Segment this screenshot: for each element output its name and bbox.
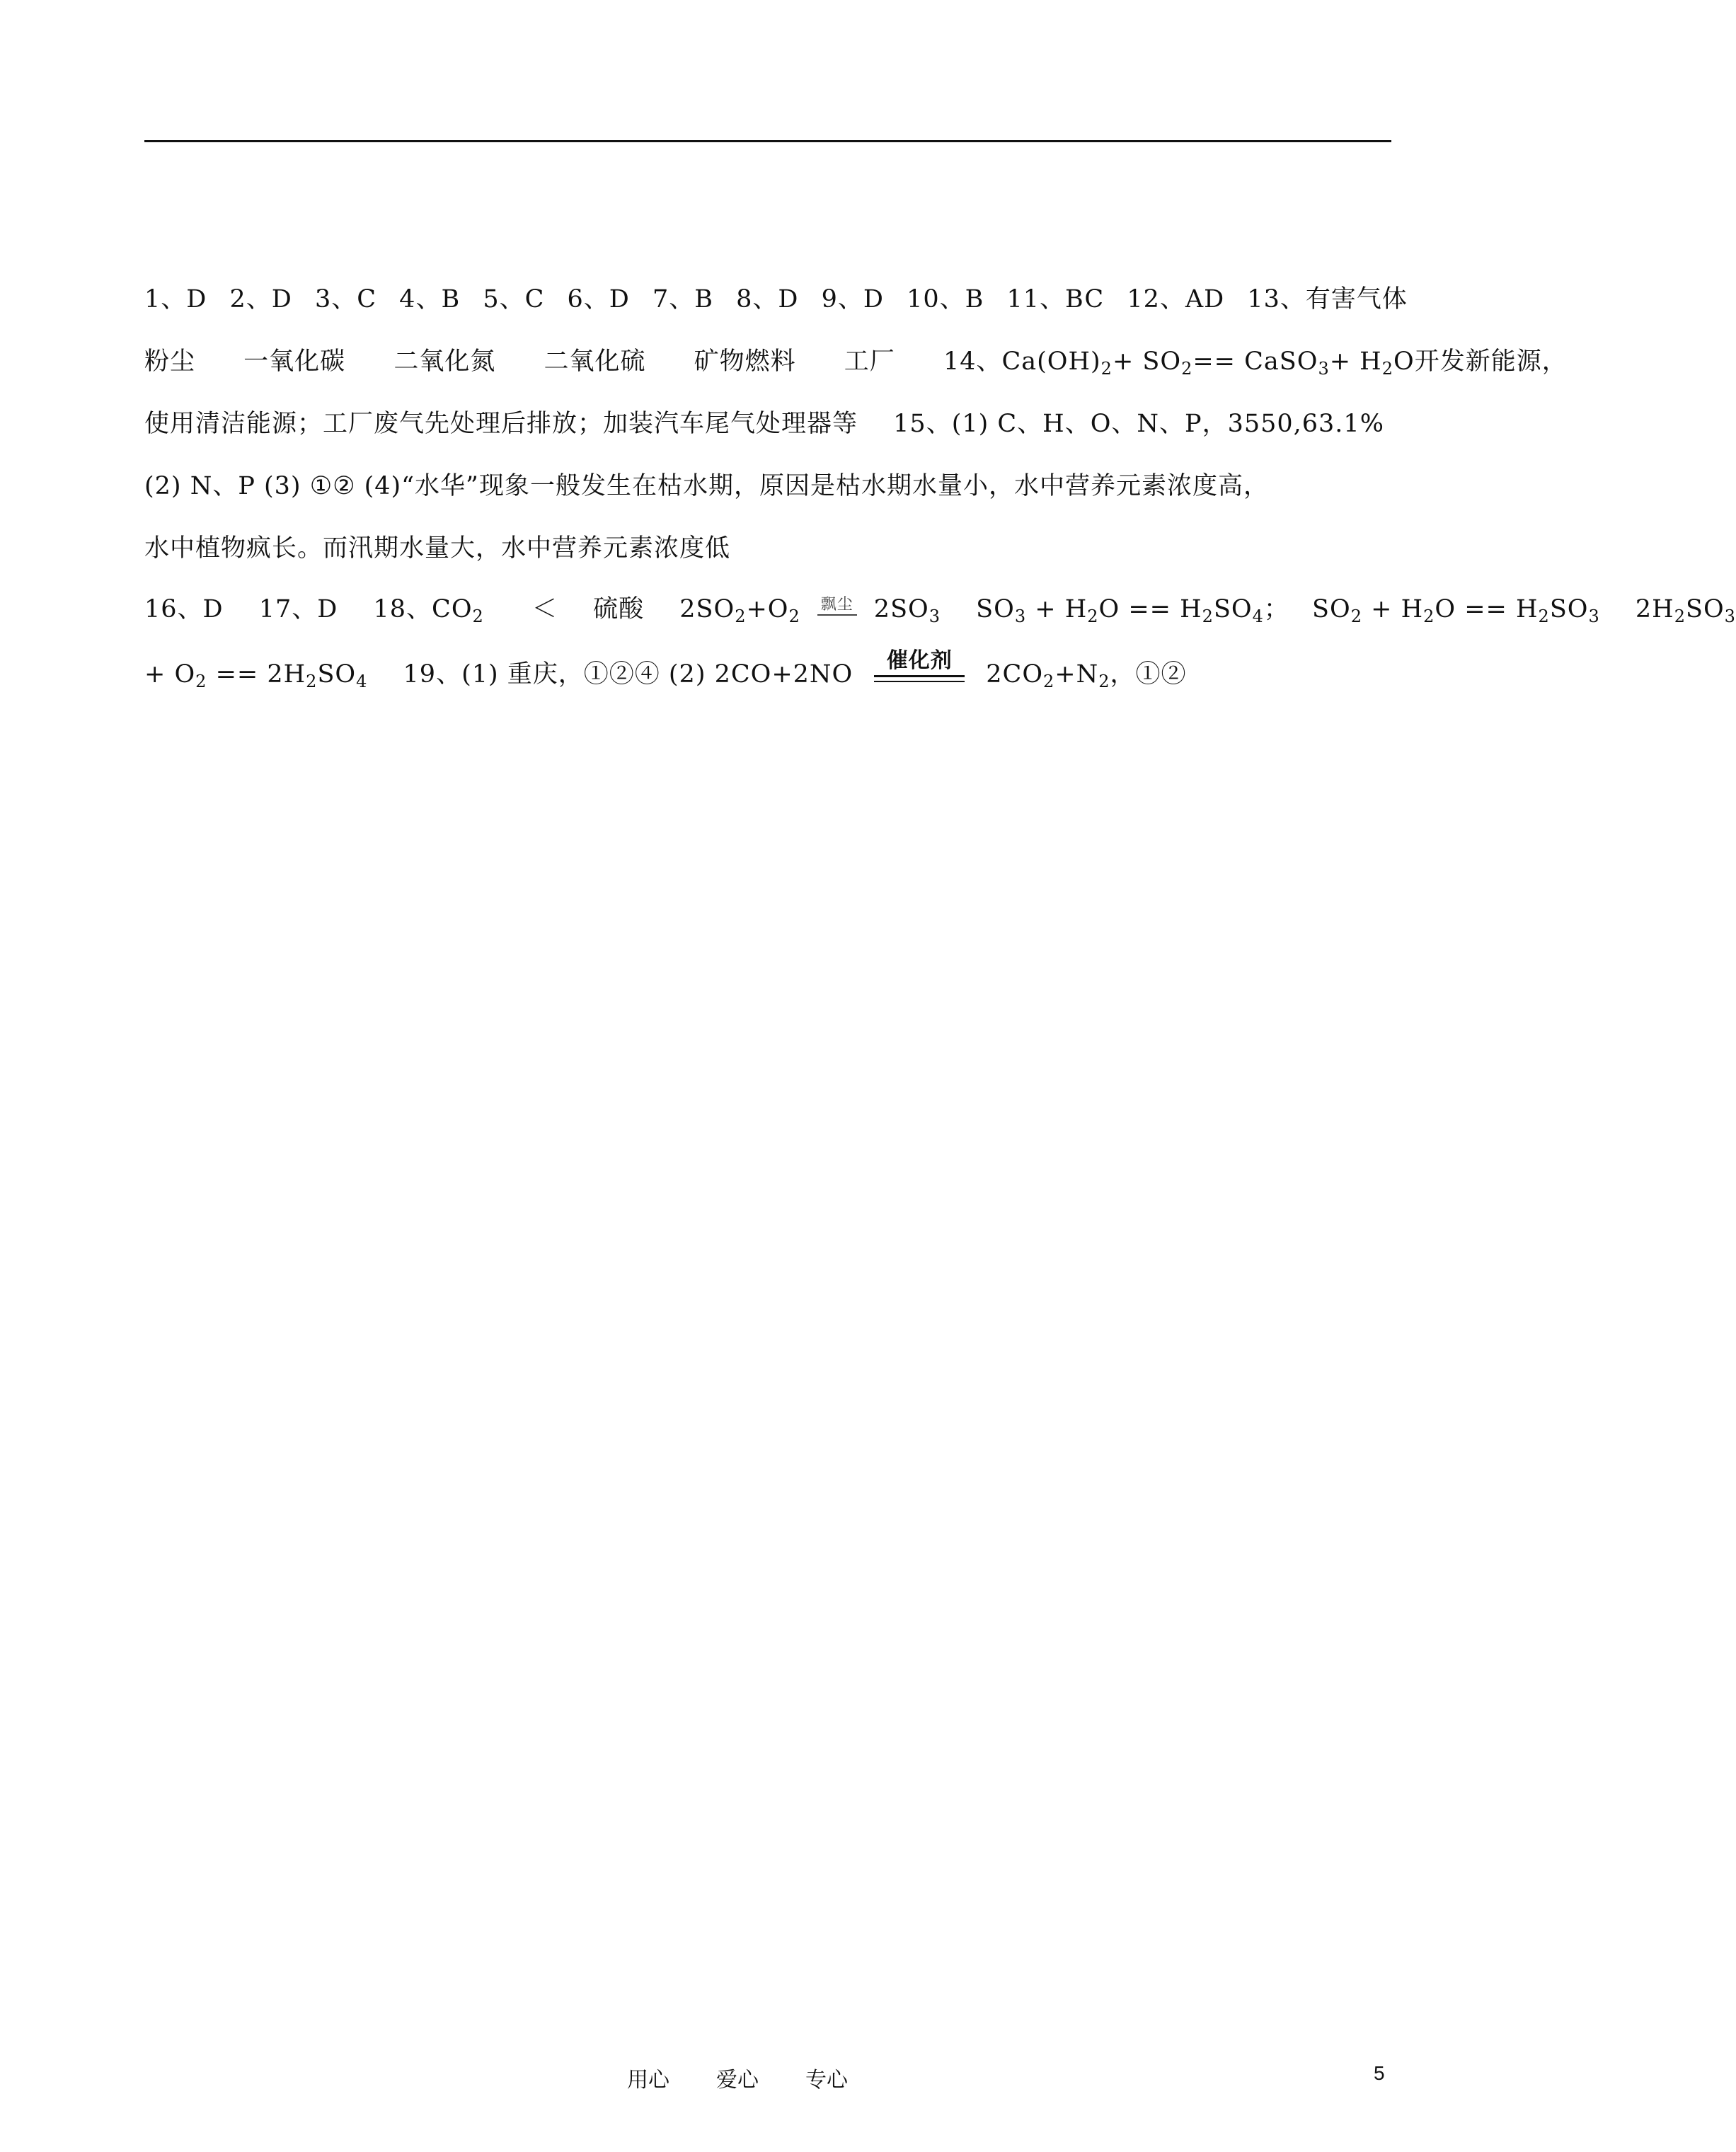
- answer-q14-measures-start: 开发新能源，: [1414, 347, 1568, 376]
- answer-q19-products: $2CO_2+N_2$: [986, 660, 1110, 691]
- answer-q19: 19、(1) 重庆，①②④ (2) 2CO+2NO: [403, 660, 853, 689]
- answer-q16: 16、D: [144, 595, 224, 623]
- answer-line-4: [144, 468, 1269, 504]
- answer-q14-measures: 使用清洁能源；工厂废气先处理后排放；加装汽车尾气处理器等: [144, 410, 858, 438]
- pollutant-dust: 粉尘: [144, 347, 196, 376]
- sulfuric-acid: 硫酸: [593, 595, 645, 623]
- answer-q2: 2、D: [229, 285, 292, 313]
- reaction-4-end: + $O_2 == 2H_2SO_4$: [144, 660, 368, 691]
- reaction-4-start: $2H_2SO_3$: [1635, 595, 1736, 626]
- catalyst-condition-label: 催化剂: [886, 648, 953, 673]
- source-factory: 工厂: [844, 347, 895, 376]
- dust-condition-label: 飘尘: [820, 596, 853, 614]
- reaction-2: $SO_3 + H_2O == H_2SO_4$；: [976, 595, 1289, 626]
- answer-q4: 4、B: [399, 285, 461, 313]
- reaction-1-product: $2SO_3$: [873, 595, 941, 626]
- header-rule: [144, 140, 1391, 142]
- pollutant-so2: 二氧化硫: [544, 347, 646, 376]
- reaction-3: $SO_2 + H_2O == H_2SO_3$: [1312, 595, 1600, 626]
- footer-motto-1: 用心: [627, 2068, 669, 2093]
- answer-q12: 12、AD: [1127, 285, 1225, 313]
- answer-q13-start: 13、有害气体: [1247, 285, 1408, 313]
- answer-line-1: [144, 282, 1408, 317]
- answer-line-7: [144, 648, 1187, 692]
- source-fossil-fuel: 矿物燃料: [694, 347, 796, 376]
- pollutant-co: 一氧化碳: [243, 347, 346, 376]
- answer-line-3: [144, 406, 1384, 442]
- footer-motto-2: 爱心: [716, 2068, 759, 2093]
- answer-line-6: [144, 592, 1736, 627]
- answer-q1: 1、D: [144, 285, 207, 313]
- footer-motto: [627, 2062, 895, 2093]
- answer-q15-part1: 15、(1) C、H、O、N、P，3550,63.1%: [893, 410, 1384, 438]
- answer-q8: 8、D: [736, 285, 799, 313]
- answer-q10: 10、B: [907, 285, 984, 313]
- answer-line-2: [144, 344, 1568, 379]
- answer-q7: 7、B: [653, 285, 713, 313]
- dust-condition-arrow: [817, 597, 857, 616]
- less-than-sign: ＜: [531, 595, 558, 623]
- answer-q15-parts-2-4: (2) N、P (3) ①② (4)“水华”现象一般发生在枯水期，原因是枯水期水量小，水中营养元素浓度高，: [144, 472, 1269, 500]
- answer-q19-tail: ，①②: [1110, 660, 1187, 689]
- answer-q3: 3、C: [314, 285, 377, 313]
- answer-q6: 6、D: [567, 285, 630, 313]
- answer-q17: 17、D: [258, 595, 338, 623]
- answer-q14-equation: 14、$Ca(OH)_2+ SO_2==$ CaSO$_3$+ $H_2O$: [943, 347, 1415, 379]
- footer-motto-3: 专心: [805, 2068, 848, 2093]
- catalyst-condition-arrow: [874, 650, 965, 682]
- reaction-1-reactants: $2SO_2+O_2$: [679, 595, 800, 626]
- pollutant-no2: 二氧化氮: [393, 347, 496, 376]
- answer-q15-part4-end: 水中植物疯长。而汛期水量大，水中营养元素浓度低: [144, 534, 731, 563]
- answer-q5: 5、C: [483, 285, 545, 313]
- answer-q11: 11、BC: [1006, 285, 1105, 313]
- answer-line-5: [144, 531, 730, 566]
- answer-q18: 18、$CO_2$: [373, 595, 484, 626]
- answer-q9: 9、D: [821, 285, 884, 313]
- page-number: 5: [1374, 2062, 1385, 2084]
